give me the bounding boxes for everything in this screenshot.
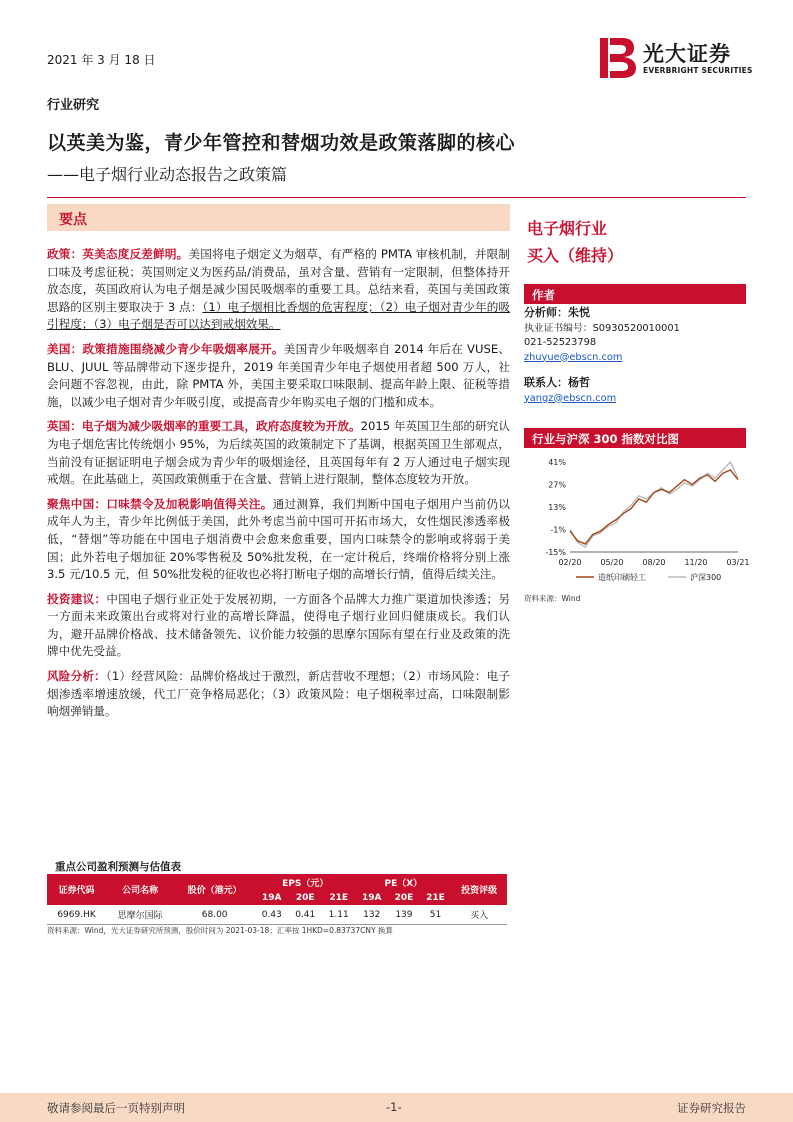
page-footer [0, 1093, 793, 1122]
col-code: 证券代码 [47, 874, 106, 905]
col-year: 19A [255, 891, 288, 905]
paragraph-uk [47, 418, 510, 488]
everbright-logo-icon [598, 36, 638, 80]
performance-chart [524, 452, 750, 592]
x-tick-label: 03/21 [726, 558, 750, 567]
authors-heading-bar [524, 284, 746, 304]
estimates-table [47, 874, 507, 925]
y-tick-label: 41% [548, 458, 566, 467]
paragraph-china [47, 496, 510, 584]
cell-pe20: 139 [388, 905, 420, 925]
legend-label: 造纸印刷轻工 [598, 573, 646, 582]
paragraph-lead: 风险分析： [47, 669, 106, 684]
chart-heading-bar [524, 428, 746, 448]
paragraph-policy [47, 246, 510, 334]
header-divider [47, 197, 746, 198]
logo-text-cn: 光大证券 [643, 42, 731, 66]
y-tick-label: 27% [548, 480, 566, 490]
col-pe: PE（X） [355, 874, 451, 891]
summary-body [47, 246, 510, 728]
paragraph-lead: 英国：电子烟为减少吸烟率的重要工具，政府态度较为开放。 [47, 419, 361, 434]
paragraph-text: 美国青少年吸烟率自 2014 年后在 VUSE、BLU、JUUL 等品牌带动下逐步提升，2019 年美国青少年电子烟使用者超 500 万人，社会问题不容忽视，由此，除 PMTA 外，美国主要采取口味限制、提高年龄上限、征税等措施，以减少电子烟对青少年吸引度，或提高青少年购买电子烟的门槛和成本。 [47, 341, 510, 409]
authors-block [524, 306, 680, 406]
logo-text-en: EVERBRIGHT SECURITIES [643, 66, 753, 75]
paragraph-us [47, 341, 510, 411]
cell-rating: 买入 [451, 905, 507, 925]
footer-disclaimer[interactable]: 敬请参阅最后一页特别声明 [47, 1101, 185, 1115]
chart-source: 资料来源：Wind [524, 594, 581, 603]
paragraph-text: 2015 年英国卫生部的研究认为电子烟危害比传统烟小 95%，为后续英国的政策制定下了基调，根据英国卫生部观点，当前没有证据证明电子烟会成为青少年的吸烟途径，且英国每年有 2 万人通过电子烟实现戒烟。在此基础上，英国政策侧重于在含量、营销上进行限制，整体态度较为开放。 [47, 419, 510, 487]
paragraph-lead: 美国：政策措施围绕减少青少年吸烟率展开。 [47, 341, 284, 356]
legend-label: 沪深300 [690, 573, 722, 582]
paragraph-text: 美国将电子烟定义为烟草，有严格的 PMTA 审核机制，并限制口味及考虑征税；英国则定义为医药品/消费品，虽对含量、营销有一定限制，但整体持开放态度，英国政府认为电子烟是减少国民吸烟率的重要工具。总结来看，英国与美国政策思路的区别主要取决于 3 点： [47, 247, 510, 314]
cell-eps21: 1.11 [322, 905, 355, 925]
contact-name: 联系人：杨哲 [524, 376, 590, 389]
cell-eps20: 0.41 [288, 905, 321, 925]
table-row [47, 905, 507, 925]
chart-title: 行业与沪深 300 指数对比图 [532, 432, 680, 446]
paragraph-text: 中国电子烟行业正处于发展初期，一方面各个品牌大力推广渠道加快渗透；另一方面未来政策出台或将对行业的高增长降温，使得电子烟行业回归健康成长。我们认为，避开品牌价格战、技术储备领先、议价能力较强的思摩尔国际有望在行业及政策的洗牌中优先受益。 [47, 591, 510, 659]
rating-label: 买入（维持） [527, 246, 624, 265]
report-type: 行业研究 [47, 98, 100, 113]
paragraph-lead: 投资建议： [47, 591, 107, 606]
report-title: 以英美为鉴，青少年管控和替烟功效是政策落脚的核心 [47, 132, 516, 154]
footer-report-type: 证券研究报告 [677, 1101, 746, 1115]
everbright-logo [598, 36, 758, 80]
summary-heading: 要点 [59, 212, 87, 228]
contact-email[interactable]: yangz@ebscn.com [524, 392, 617, 404]
x-tick-label: 11/20 [684, 558, 708, 567]
analyst-license: 执业证书编号：S0930520010001 [524, 322, 680, 334]
col-name: 公司名称 [106, 874, 174, 905]
y-tick-label: -1% [550, 525, 566, 535]
cell-pe21: 51 [420, 905, 452, 925]
paragraph-underlined: （1）电子烟相比香烟的危害程度；（2）电子烟对青少年的吸引程度；（3）电子烟是否可以达到戒烟效果。 [47, 299, 510, 332]
authors-heading: 作者 [532, 288, 555, 302]
col-year: 20E [388, 891, 420, 905]
paragraph-text: （1）经营风险：品牌价格战过于激烈，新店营收不理想；（2）市场风险：电子烟渗透率增速放缓，代工厂竞争格局恶化；（3）政策风险：电子烟税率过高，口味限制影响烟弹销量。 [47, 669, 510, 719]
analyst-name: 分析师：朱悦 [524, 306, 590, 319]
analyst-email[interactable]: zhuyue@ebscn.com [524, 351, 623, 363]
analyst-phone: 021-52523798 [524, 337, 597, 348]
estimates-title: 重点公司盈利预测与估值表 [55, 861, 181, 873]
cell-name: 思摩尔国际 [106, 905, 174, 925]
col-price: 股价（港元） [174, 874, 255, 905]
paragraph-lead: 聚焦中国：口味禁令及加税影响值得关注。 [47, 496, 273, 511]
col-year: 20E [288, 891, 321, 905]
report-date: 2021 年 3 月 18 日 [47, 53, 156, 67]
col-year: 21E [322, 891, 355, 905]
x-tick-label: 02/20 [558, 558, 582, 567]
col-eps: EPS（元） [255, 874, 355, 891]
report-subtitle: ——电子烟行业动态报告之政策篇 [47, 165, 288, 184]
cell-eps19: 0.43 [255, 905, 288, 925]
cell-code: 6969.HK [47, 905, 106, 925]
paragraph-risk [47, 668, 510, 721]
paragraph-text: 通过测算，我们判断中国电子烟用户当前仍以成年人为主，青少年比例低于美国，此外考虑当前中国可开拓市场大，女性烟民渗透率极低，“替烟”等功能在中国电子烟消费中会愈来愈重要，国内口味禁令的影响或将弱于美国；此外若电子烟加征 20%零售税及 50%批发税，在一定计税后，终端价格将分别上涨 3.5 元/10.5 元，但 50%批发税的征收也必将打断电子烟的高增长行情，值得后续关注。 [47, 496, 510, 582]
series-line [570, 470, 738, 544]
y-tick-label: -15% [545, 548, 566, 557]
series-line [570, 462, 738, 547]
summary-heading-bar [47, 204, 510, 231]
cell-price: 68.00 [174, 905, 255, 925]
y-tick-label: 13% [548, 503, 566, 512]
col-year: 19A [355, 891, 388, 905]
cell-pe19: 132 [355, 905, 388, 925]
paragraph-investment [47, 591, 510, 661]
estimates-note: 资料来源：Wind，光大证券研究所预测，股价时间为 2021-03-18；汇率按 1HKD=0.83737CNY 换算 [47, 926, 393, 935]
paragraph-lead: 政策：英美态度反差鲜明。 [47, 247, 189, 261]
industry-name: 电子烟行业 [527, 219, 608, 238]
x-tick-label: 05/20 [600, 558, 624, 567]
col-year: 21E [420, 891, 452, 905]
x-tick-label: 08/20 [642, 558, 666, 567]
col-rating: 投资评级 [451, 874, 507, 905]
page-number: -1- [386, 1100, 402, 1114]
